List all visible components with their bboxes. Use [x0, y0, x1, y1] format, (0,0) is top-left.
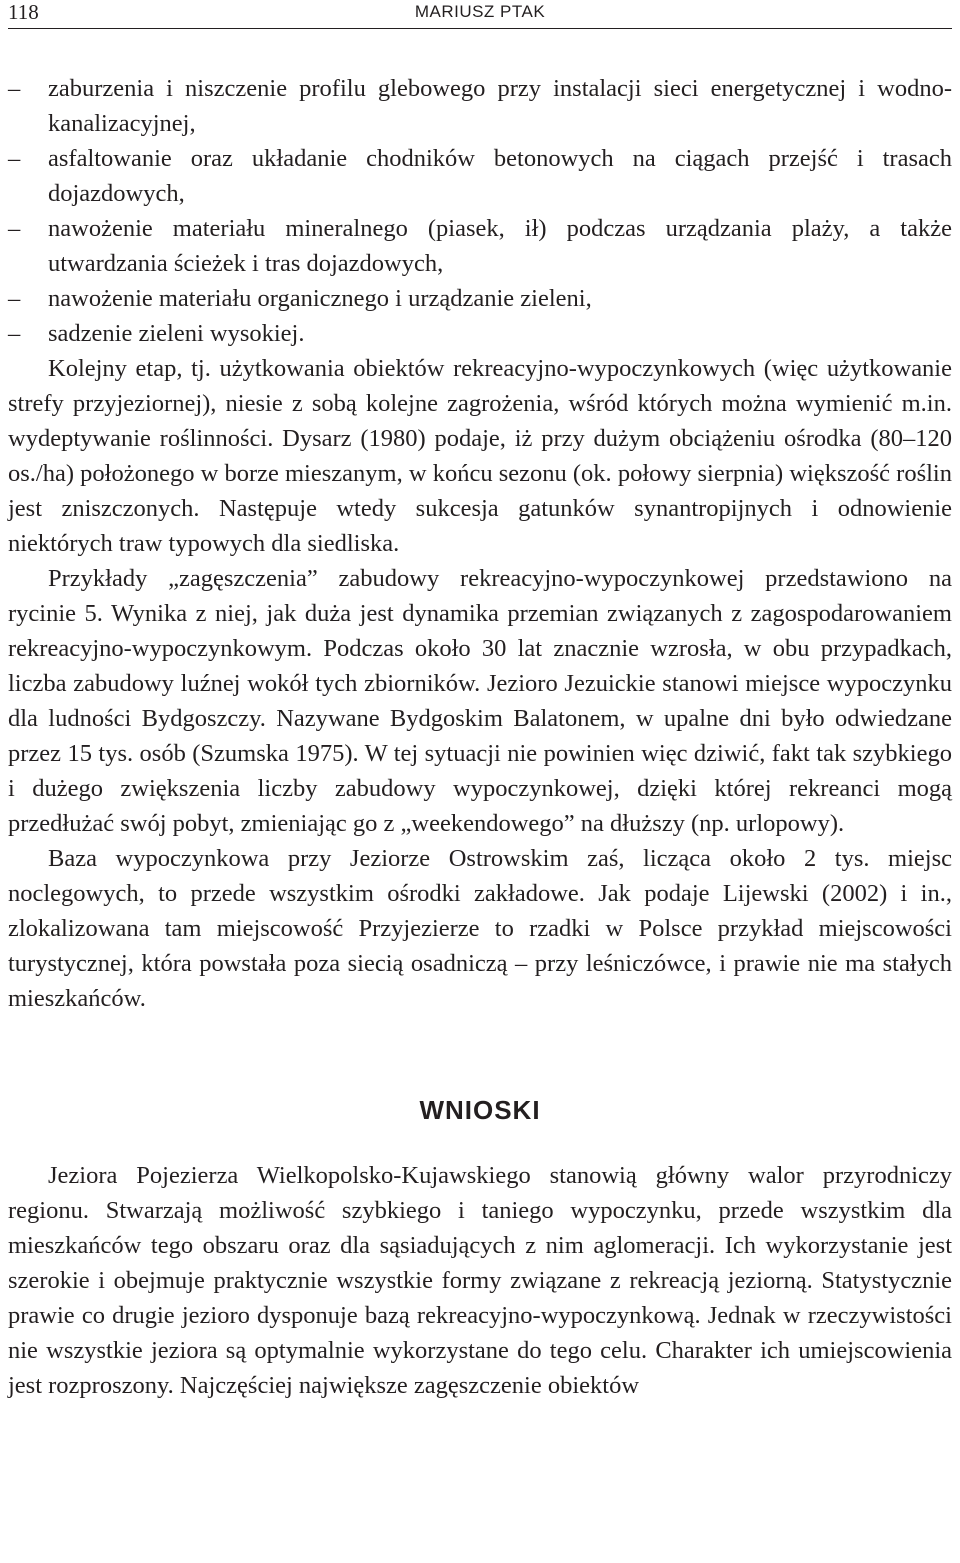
dash-bullet: – [8, 215, 21, 242]
list-item-text: zaburzenia i niszczenie profilu glebowego przy instalacji sieci energetycznej i wodno-kanalizacyjnej, [48, 75, 952, 137]
dash-bullet: – [8, 320, 21, 347]
dash-bullet: – [8, 75, 21, 102]
list-item-text: nawożenie materiału organicznego i urządzanie zieleni, [48, 285, 592, 312]
conclusions-paragraph: Jeziora Pojezierza Wielkopolsko-Kujawskiego stanowią główny walor przyrodniczy regionu. Stwarzają możliwość szybkiego i taniego wypoczynku, przede wszystkim dla mieszkańców tego obszaru oraz dla sąsiadujących z nim aglomeracji. Ich wykorzystanie jest szerokie i obejmuje praktycznie wszystkie formy związane z rekreacją jeziorną. Statystycznie prawie co drugie jezioro dysponuje bazą rekreacyjno-wypoczynkową. Jednak w rzeczywistości nie wszystkie jeziora są optymalnie wykorzystane do tego celu. Charakter ich umiejscowienia jest rozproszony. Najczęściej największe zagęszczenie obiektów [8, 1162, 952, 1399]
body-paragraph: Baza wypoczynkowa przy Jeziorze Ostrowskim zaś, licząca około 2 tys. miejsc noclegowych, to przede wszystkim ośrodki zakładowe. Jak podaje Lijewski (2002) i in., zlokalizowana tam miejscowość Przyjezierze to rzadki w Polsce przykład miejscowości turystycznej, która powstała poza siecią osadniczą – przy leśniczówce, i prawie nie ma stałych mieszkańców. [8, 845, 952, 1012]
list-item [8, 71, 952, 141]
dash-bullet: – [8, 285, 21, 312]
list-item-text: asfaltowanie oraz układanie chodników betonowych na ciągach przejść i trasach dojazdowych, [48, 145, 952, 207]
body-paragraph: Kolejny etap, tj. użytkowania obiektów rekreacyjno-wypoczynkowych (więc użytkowanie strefy przyjeziornej), niesie z sobą kolejne zagrożenia, wśród których można wymienić m.in. wydeptywanie roślinności. Dysarz (1980) podaje, iż przy dużym obciążeniu ośrodka (80–120 os./ha) położonego w borze mieszanym, w końcu sezonu (ok. połowy sierpnia) większość roślin jest zniszczonych. Następuje wtedy sukcesja gatunków synantropijnych i odnowienie niektórych traw typowych dla siedliska. [8, 355, 952, 557]
dash-list [8, 71, 952, 351]
list-item-text: sadzenie zieleni wysokiej. [48, 320, 305, 347]
page-body [8, 71, 952, 1403]
list-item [8, 316, 952, 351]
list-item [8, 141, 952, 211]
body-paragraph: Przykłady „zagęszczenia” zabudowy rekreacyjno-wypoczynkowej przedstawiono na rycinie 5. Wynika z niej, jak duża jest dynamika przemian związanych z zagospodarowaniem rekreacyjno-wypoczynkowym. Podczas około 30 lat znacznie wzrosła, w obu przypadkach, liczba zabudowy luźnej wokół tych zbiorników. Jezioro Jezuickie stanowi miejsce wypoczynku dla ludności Bydgoszczy. Nazywane Bydgoskim Balatonem, w upalne dni było odwiedzane przez 15 tys. osób (Szumska 1975). W tej sytuacji nie powinien więc dziwić, fakt tak szybkiego i dużego zwiększenia liczby zabudowy wypoczynkowej, dzięki której rekreanci mogą przedłużać swój pobyt, zmieniając go z „weekendowego” na dłuższy (np. urlopowy). [8, 565, 952, 837]
dash-bullet: – [8, 145, 21, 172]
running-author: MARIUSZ PTAK [414, 2, 546, 21]
list-item-text: nawożenie materiału mineralnego (piasek, ił) podczas urządzania plaży, a także utwardzania ścieżek i tras dojazdowych, [48, 215, 952, 277]
list-item [8, 281, 952, 316]
page-number: 118 [8, 0, 39, 24]
list-item [8, 211, 952, 281]
running-header [8, 0, 952, 29]
section-heading: WNIOSKI [419, 1095, 541, 1125]
